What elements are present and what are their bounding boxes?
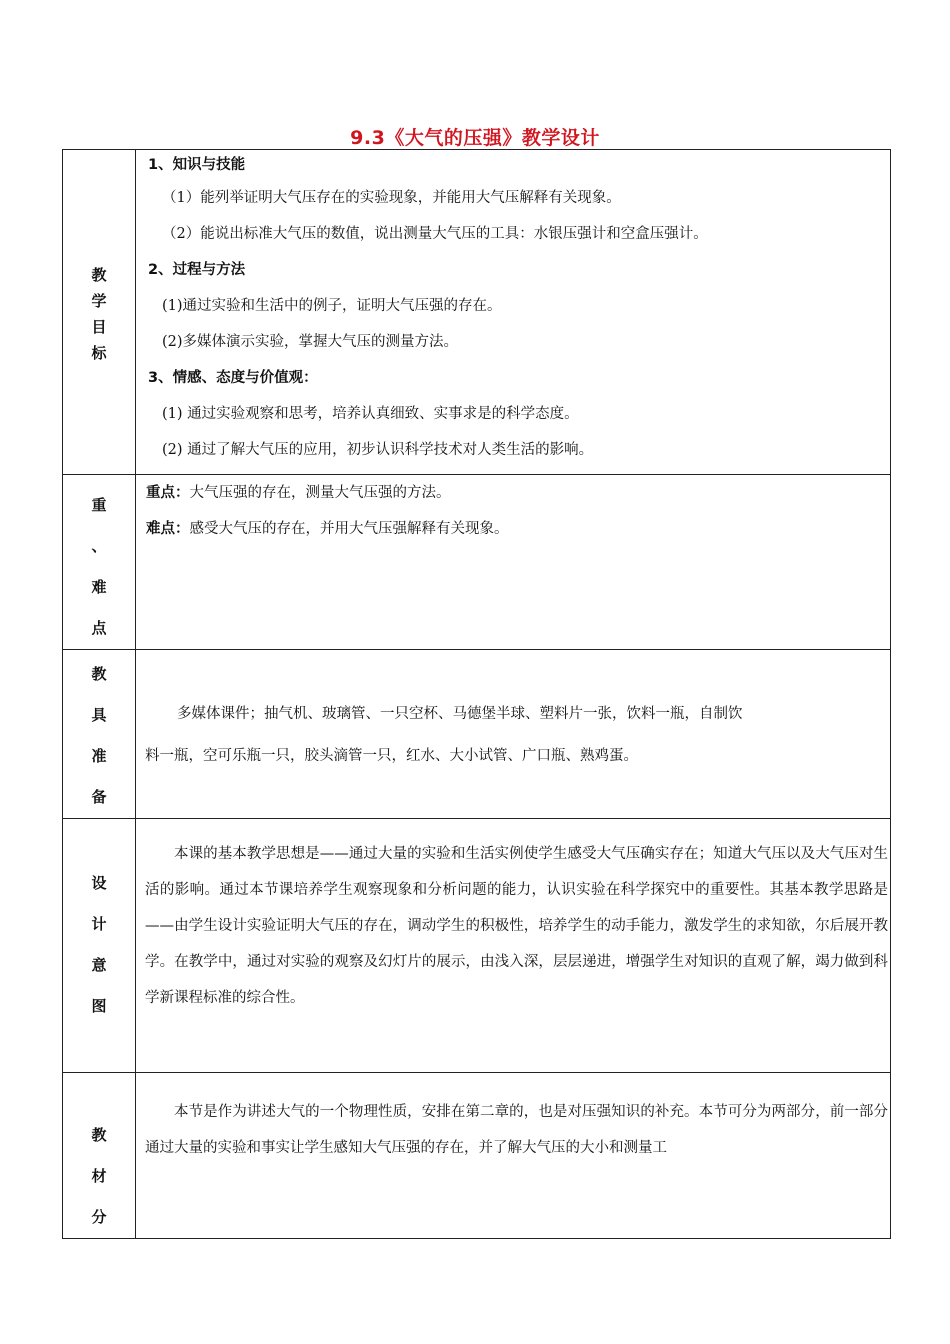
analysis-content [136, 1073, 891, 1239]
key-point-label: 重点： [146, 485, 190, 501]
label-char: 重 [91, 496, 107, 514]
s2-item: (1)通过实验和生活中的例子，证明大气压强的存在。 [162, 298, 502, 314]
label-char: 图 [91, 997, 107, 1015]
label-char: 教 [91, 266, 107, 284]
analysis-paragraph: 本节是作为讲述大气的一个物理性质，安排在第二章的，也是对压强知识的补充。本节可分为两部分，前一部分通过大量的实验和事实让学生感知大气压强的存在，并了解大气压的大小和测量工 [145, 1104, 888, 1156]
row-analysis [63, 1073, 891, 1239]
key-points-content [136, 475, 891, 650]
label-char: 教 [91, 1126, 107, 1144]
label-char: 、 [91, 537, 107, 555]
label-char: 具 [91, 706, 107, 724]
label-key-points [63, 475, 136, 650]
document-title: 9.3《大气的压强》教学设计 [350, 127, 600, 149]
difficult-point-label: 难点： [146, 521, 190, 537]
label-design [63, 819, 136, 1073]
label-char: 设 [91, 874, 107, 892]
label-analysis [63, 1073, 136, 1239]
row-materials [63, 650, 891, 819]
s1-heading: 1、知识与技能 [148, 157, 246, 173]
label-char: 点 [91, 619, 107, 637]
label-char: 目 [91, 318, 107, 336]
s1-item: （1）能列举证明大气压存在的实验现象，并能用大气压解释有关现象。 [162, 190, 621, 206]
objectives-content [136, 150, 891, 475]
label-char: 计 [91, 915, 107, 933]
label-objectives [63, 150, 136, 475]
lesson-plan-table [62, 149, 891, 1239]
s3-item: (1) 通过实验观察和思考，培养认真细致、实事求是的科学态度。 [162, 406, 579, 422]
s2-item: (2)多媒体演示实验，掌握大气压的测量方法。 [162, 334, 459, 350]
design-content [136, 819, 891, 1073]
row-key-points [63, 475, 891, 650]
label-materials [63, 650, 136, 819]
label-char: 教 [91, 665, 107, 683]
label-char: 难 [91, 578, 107, 596]
label-char: 分 [91, 1208, 107, 1226]
design-paragraph: 本课的基本教学思想是——通过大量的实验和生活实例使学生感受大气压确实存在；知道大气压以及大气压对生活的影响。通过本节课培养学生观察现象和分析问题的能力，认识实验在科学探究中的重要性。其基本教学思路是——由学生设计实验证明大气压的存在，调动学生的积极性，培养学生的动手能力，激发学生的求知欲，尔后展开教学。在教学中，通过对实验的观察及幻灯片的展示，由浅入深，层层递进，增强学生对知识的直观了解，竭力做到科学新课程标准的综合性。 [145, 846, 888, 1006]
label-char: 意 [91, 956, 107, 974]
materials-content [136, 650, 891, 819]
label-char: 材 [91, 1167, 107, 1185]
label-char: 学 [91, 292, 107, 310]
difficult-point-text: 感受大气压的存在，并用大气压强解释有关现象。 [189, 521, 509, 537]
row-objectives [63, 150, 891, 475]
s3-item: (2) 通过了解大气压的应用，初步认识科学技术对人类生活的影响。 [162, 442, 594, 458]
label-char: 准 [91, 747, 107, 765]
s1-item: （2）能说出标准大气压的数值，说出测量大气压的工具：水银压强计和空盒压强计。 [162, 226, 708, 242]
s2-heading: 2、过程与方法 [148, 262, 246, 278]
materials-line: 多媒体课件；抽气机、玻璃管、一只空杯、马德堡半球、塑料片一张，饮料一瓶，自制饮 [177, 706, 743, 722]
label-char: 备 [91, 788, 107, 806]
s3-heading: 3、情感、态度与价值观： [148, 370, 318, 386]
label-char: 标 [91, 344, 107, 362]
key-point-text: 大气压强的存在，测量大气压强的方法。 [189, 485, 451, 501]
materials-line: 料一瓶，空可乐瓶一只，胶头滴管一只，红水、大小试管、广口瓶、熟鸡蛋。 [145, 748, 638, 764]
row-design [63, 819, 891, 1073]
